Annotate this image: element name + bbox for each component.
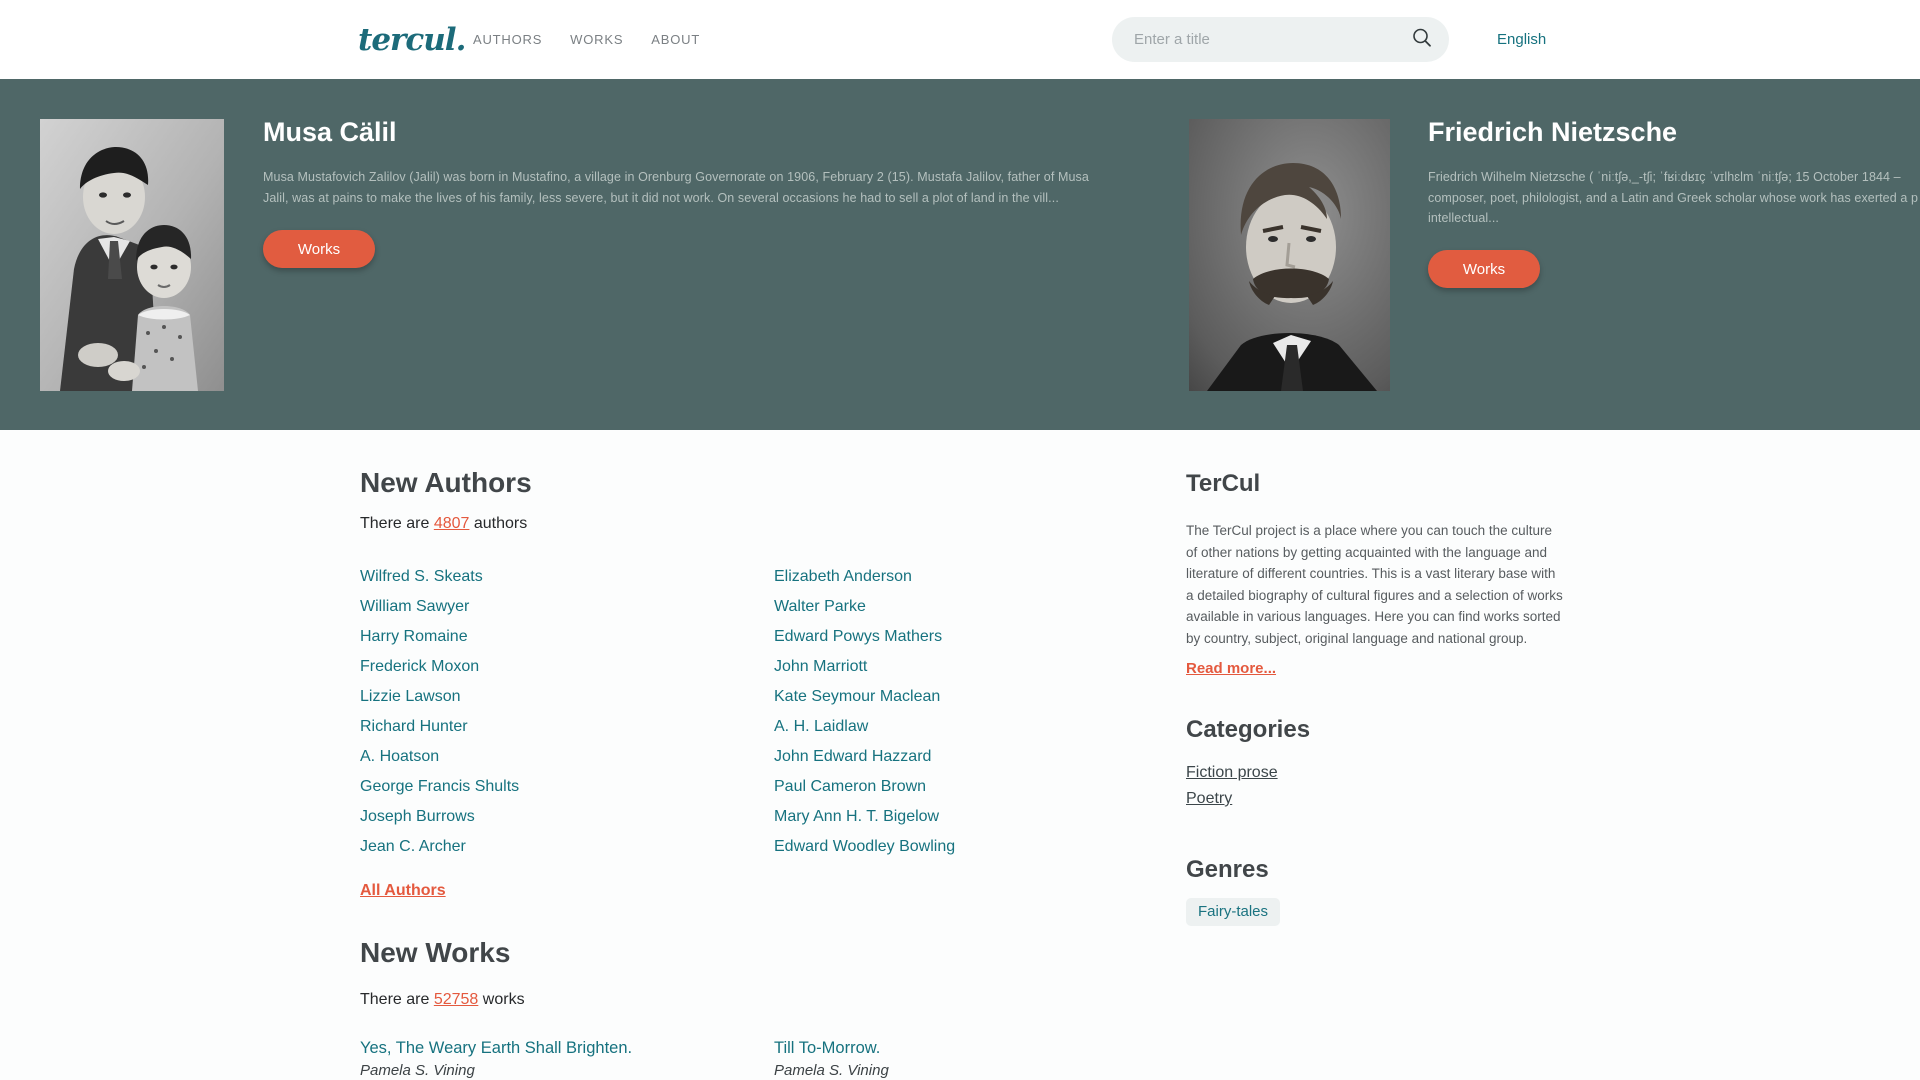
nietzsche-photo: [1189, 119, 1390, 391]
nav-about[interactable]: ABOUT: [651, 32, 701, 47]
author-link[interactable]: Edward Powys Mathers: [774, 628, 943, 645]
about-text: The TerCul project is a place where you can touch the culture of other nations by getting acquainted with the language and literature of different countries. This is a vast literary base with a detailed biography of cultural figures and a selection of works available in various languages. Here you can find works sorted by country, subject, original language and national group.: [1186, 523, 1563, 646]
work-item: [774, 1038, 889, 1080]
sidebar: [1186, 470, 1564, 1080]
new-works-title: New Works: [360, 937, 511, 968]
author-link[interactable]: John Marriott: [774, 658, 868, 675]
genre-tag-fairy-tales[interactable]: Fairy-tales: [1186, 898, 1280, 926]
search-bar: [1112, 17, 1449, 62]
all-authors-link[interactable]: All Authors: [360, 882, 446, 899]
author-link[interactable]: Edward Woodley Bowling: [774, 838, 956, 855]
author-link[interactable]: A. Hoatson: [360, 748, 440, 765]
authors-column-2: [774, 562, 955, 862]
about-title: TerCul: [1186, 470, 1261, 497]
authors-count-link[interactable]: 4807: [433, 515, 470, 532]
author-link[interactable]: Walter Parke: [774, 598, 866, 615]
categories-title: Categories: [1186, 716, 1311, 743]
authors-column-1: [360, 562, 519, 862]
language-switcher[interactable]: English: [1497, 31, 1547, 48]
author-link[interactable]: Joseph Burrows: [360, 808, 475, 825]
work-author: Pamela S. Vining: [774, 1062, 889, 1079]
author-link[interactable]: A. H. Laidlaw: [774, 718, 869, 735]
nav-authors[interactable]: AUTHORS: [473, 32, 543, 47]
search-input[interactable]: [1112, 31, 1405, 48]
authors-count-prefix: There are: [360, 515, 430, 532]
works-button-nietzsche[interactable]: Works: [1428, 250, 1540, 288]
author-link[interactable]: William Sawyer: [360, 598, 470, 615]
author-link[interactable]: Lizzie Lawson: [360, 688, 461, 705]
work-item: [360, 1038, 774, 1080]
musa-photo: [40, 119, 224, 391]
hero-author-name: Musa Cälil: [263, 117, 397, 147]
hero-slide-musa: [0, 79, 1149, 430]
logo[interactable]: tercul.: [358, 21, 466, 58]
genres-title: Genres: [1186, 856, 1269, 883]
main-content: [0, 430, 1920, 1080]
author-link[interactable]: Jean C. Archer: [360, 838, 466, 855]
hero-author-name: Friedrich Nietzsche: [1428, 117, 1678, 147]
new-authors-title: New Authors: [360, 467, 532, 498]
bio-line: Jalil, was at pains to make the lives of his family, less severe, but it did not work. On several occasions he had to sell a plot of land in the vill...: [263, 190, 1059, 205]
hero-author-bio: [263, 167, 1089, 208]
author-link[interactable]: Richard Hunter: [360, 718, 468, 735]
author-link[interactable]: Wilfred S. Skeats: [360, 568, 483, 585]
nav-works[interactable]: WORKS: [570, 32, 624, 47]
read-more-link[interactable]: Read more...: [1186, 660, 1277, 677]
bio-line: intellectual...: [1428, 211, 1499, 225]
author-link[interactable]: Frederick Moxon: [360, 658, 480, 675]
main-nav: [473, 0, 700, 79]
work-title-link[interactable]: Till To-Morrow.: [774, 1039, 881, 1057]
authors-count-suffix: authors: [473, 515, 528, 532]
new-works-list: [360, 1038, 889, 1080]
works-count-suffix: works: [482, 991, 525, 1008]
category-link-fiction-prose[interactable]: Fiction prose: [1186, 764, 1278, 781]
hero-author-bio: [1428, 167, 1918, 229]
work-title-link[interactable]: Yes, The Weary Earth Shall Brighten.: [360, 1039, 633, 1057]
hero-slide-nietzsche: [1149, 79, 1920, 430]
hero-carousel: [0, 79, 1920, 430]
search-icon: [1410, 26, 1434, 53]
author-link[interactable]: Elizabeth Anderson: [774, 568, 912, 585]
bio-line: Musa Mustafovich Zalilov (Jalil) was born in Mustafino, a village in Orenburg Governorate on 1906, February 2 (15). Mustafa Jalilov, father of Musa: [263, 170, 1089, 184]
author-link[interactable]: Paul Cameron Brown: [774, 778, 927, 795]
author-link[interactable]: Mary Ann H. T. Bigelow: [774, 808, 940, 825]
works-count-link[interactable]: 52758: [433, 991, 479, 1008]
authors-count-line: [360, 514, 527, 534]
works-count-prefix: There are: [360, 991, 430, 1008]
author-link[interactable]: John Edward Hazzard: [774, 748, 932, 765]
category-link-poetry[interactable]: Poetry: [1186, 790, 1233, 807]
author-link[interactable]: Kate Seymour Maclean: [774, 688, 941, 705]
works-button-musa[interactable]: Works: [263, 230, 375, 268]
author-link[interactable]: Harry Romaine: [360, 628, 468, 645]
header: [0, 0, 1920, 79]
bio-line: Friedrich Wilhelm Nietzsche ( ˈniːtʃə,_-tʃi; ˈfʁiːdʁɪç ˈvɪlhɛlm ˈniːtʃə; 15 October 1844 –: [1428, 170, 1901, 184]
bio-line: composer, poet, philologist, and a Latin and Greek scholar whose work has exerted a p: [1428, 190, 1919, 205]
search-button[interactable]: [1405, 17, 1449, 62]
works-count-line: [360, 990, 525, 1010]
author-link[interactable]: George Francis Shults: [360, 778, 520, 795]
work-author: Pamela S. Vining: [360, 1062, 475, 1079]
